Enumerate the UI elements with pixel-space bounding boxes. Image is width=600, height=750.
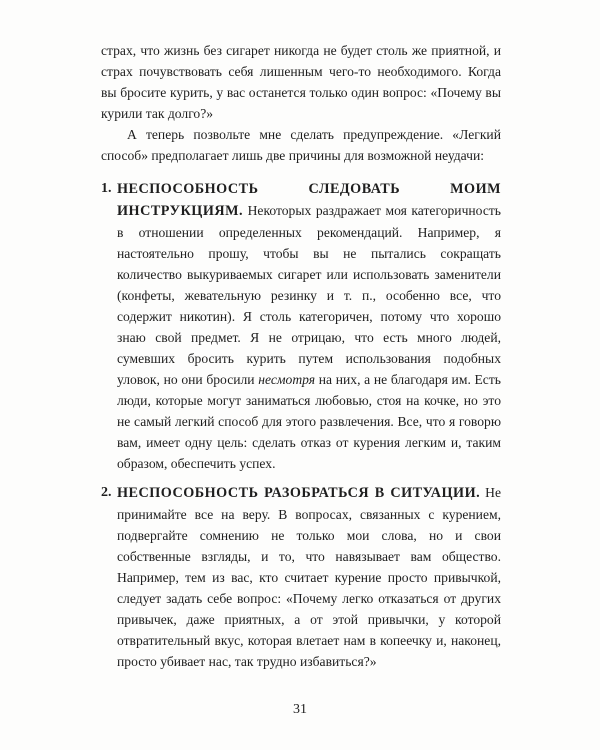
item-1-text-a: Некоторых раздражает моя категоричность в отношении определенных рекомендаций. Например, я настоятельно прошу, чтобы вы не пытались сокращать количество выкуриваемых сигарет или использовать заменители (конфеты, жевательную резинку и т. п., особенно все, что содержит никотин). Я столь категоричен, потому что хорошо знаю свой предмет. Я не отрицаю, что есть много людей, сумевших бросить курить путем использования подобных уловок, но они бросили bbox=[117, 203, 501, 387]
item-1-number: 1. bbox=[101, 181, 112, 196]
page-number: 31 bbox=[293, 702, 307, 717]
paragraph-2: А теперь позвольте мне сделать предупреждение. «Легкий способ» предполагает лишь две причины для возможной неудачи: bbox=[101, 127, 501, 163]
item-2-text: Не принимайте все на веру. В вопросах, связанных с курением, подвергайте сомнению не только мои слова, но и свои собственные взгляды, и то, что навязывает вам общество. Например, тем из вас, кто считает курение просто привычкой, следует задать себе вопрос: «Почему легко отказаться от других привычек, даже приятных, а от этой привычки, у которой отвратительный вкус, которая влетает нам в копеечку и, наконец, просто убивает нас, так трудно избавиться?» bbox=[117, 485, 502, 669]
item-1-text-b: на них, а не благодаря им. Есть люди, которые могут заниматься любовью, стоя на кочке, но это не самый легкий способ для этого развлечения. Все, что я говорю вам, имеет одну цель: сделать отказ от курения легким и, таким образом, обеспечить успех. bbox=[117, 372, 501, 471]
list-item-1 bbox=[101, 178, 501, 474]
item-2-number: 2. bbox=[101, 485, 112, 500]
item-1-emphasis: несмотря bbox=[258, 372, 316, 387]
item-2-heading: НЕСПОСОБНОСТЬ РАЗОБРАТЬСЯ В СИТУАЦИИ. bbox=[117, 485, 481, 501]
item-1-heading: НЕСПОСОБНОСТЬ СЛЕДОВАТЬ МОИМ ИНСТРУКЦИЯМ. bbox=[117, 181, 501, 219]
list-item-2 bbox=[101, 482, 501, 672]
failure-reasons-list bbox=[101, 178, 501, 672]
body-text bbox=[101, 40, 501, 680]
paragraph-1: страх, что жизнь без сигарет никогда не будет столь же приятной, и страх почувствовать себя лишенным чего-то необходимого. Когда вы бросите курить, у вас останется только один вопрос: «Почему вы курили так долго?» bbox=[101, 43, 501, 121]
